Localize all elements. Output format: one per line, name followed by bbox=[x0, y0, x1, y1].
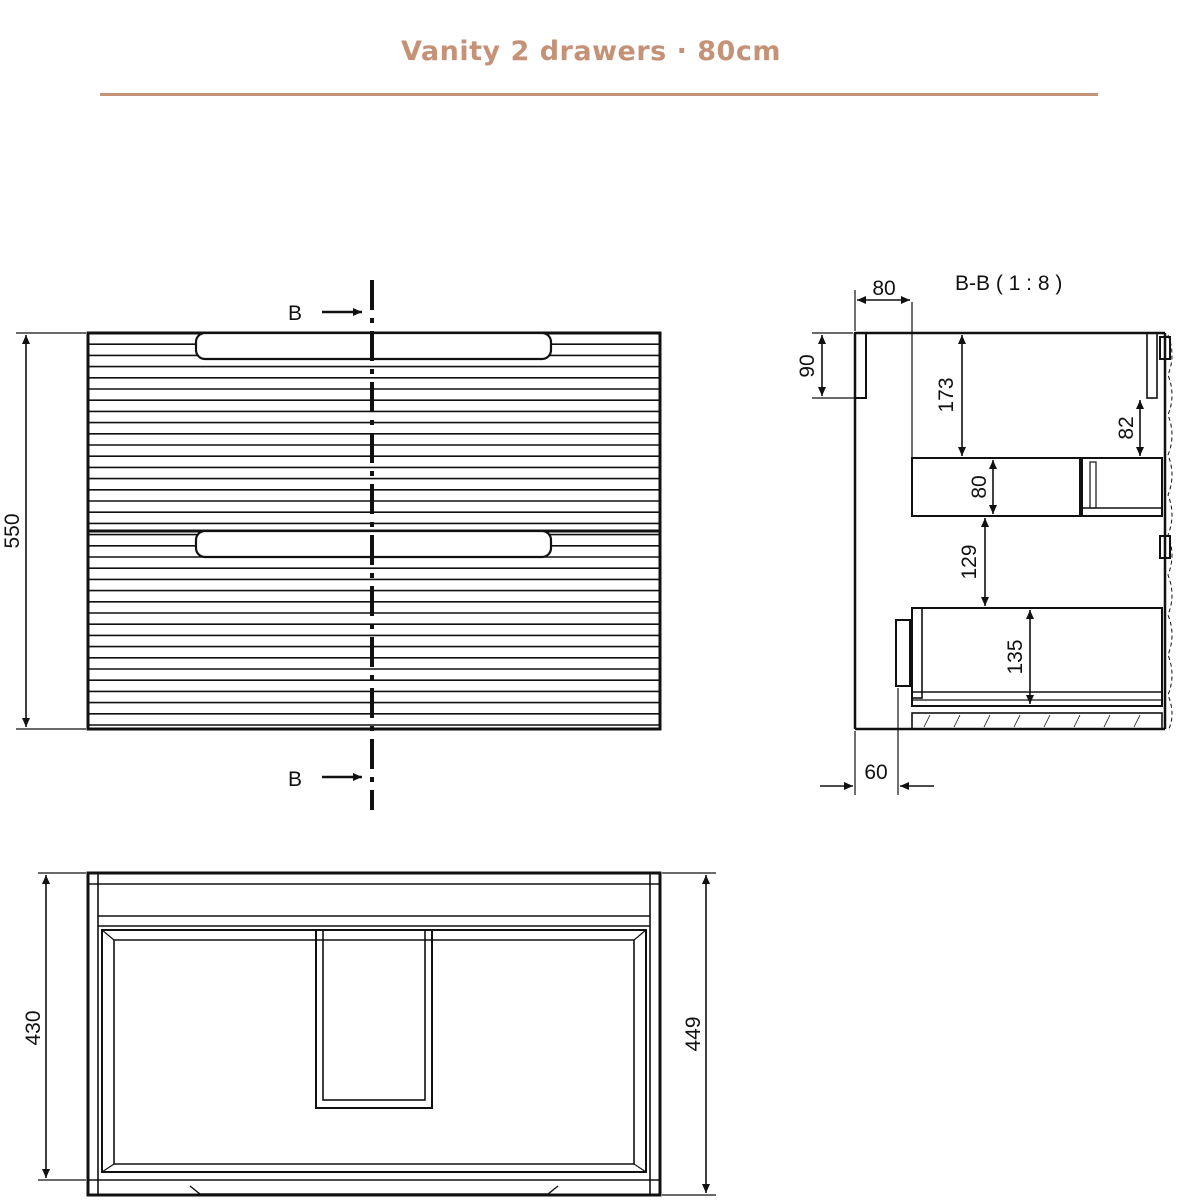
section-label: B-B ( 1 : 8 ) bbox=[955, 272, 1063, 295]
dim-449: 449 bbox=[682, 1016, 705, 1052]
dim-82: 82 bbox=[1115, 416, 1138, 440]
wall-hatch bbox=[1168, 335, 1172, 731]
page-title: Vanity 2 drawers · 80cm bbox=[401, 36, 781, 67]
drawer-box-corner-br bbox=[634, 1164, 646, 1172]
plinth bbox=[912, 713, 1162, 729]
lower-drawer-handle bbox=[896, 620, 910, 686]
dim-129: 129 bbox=[958, 544, 981, 580]
top-left-panel bbox=[855, 333, 866, 398]
dim-135: 135 bbox=[1004, 639, 1027, 675]
drawer-box-corner-tr bbox=[634, 930, 646, 940]
siphon-cutout-outer bbox=[316, 930, 432, 1108]
plinth-hatch bbox=[924, 715, 1140, 727]
dim-173: 173 bbox=[935, 377, 958, 413]
upper-back-panel bbox=[1147, 333, 1157, 398]
drawer-box-inner bbox=[114, 940, 634, 1164]
top-view-outer bbox=[88, 873, 660, 1195]
front-handle-edge bbox=[190, 1186, 558, 1194]
dim-60: 60 bbox=[864, 761, 888, 784]
dim-80-drawer: 80 bbox=[968, 475, 991, 499]
dim-80-top: 80 bbox=[872, 277, 896, 300]
front-view bbox=[16, 280, 660, 810]
middle-drawer-inner bbox=[1090, 462, 1096, 508]
dim-430: 430 bbox=[22, 1010, 45, 1046]
middle-drawer-front bbox=[912, 458, 1080, 516]
siphon-cutout-inner bbox=[323, 930, 425, 1100]
section-view bbox=[812, 290, 1172, 795]
drawer-box-corner-bl bbox=[102, 1164, 114, 1172]
lower-drawer-front-panel bbox=[912, 608, 922, 698]
section-marker-bottom: B bbox=[288, 768, 303, 791]
section-marker-top: B bbox=[288, 302, 303, 325]
top-view bbox=[38, 873, 716, 1195]
drawer-box-corner-tl bbox=[102, 930, 114, 940]
dim-550: 550 bbox=[1, 513, 24, 549]
drawer-box-outer bbox=[102, 930, 646, 1172]
dim-90: 90 bbox=[796, 354, 819, 378]
